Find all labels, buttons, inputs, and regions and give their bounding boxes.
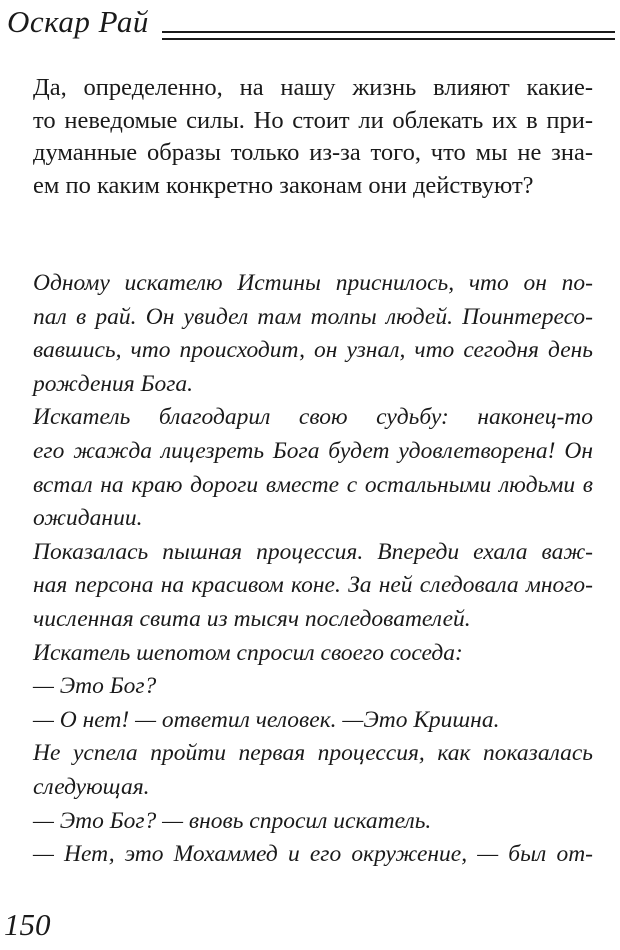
story-line: — Это Бог? — [33, 673, 157, 700]
story-line: Не успела пройти первая процессия, как показалась — [33, 740, 593, 767]
intro-line: Да, определенно, на нашу жизнь влияют какие- — [33, 74, 593, 101]
story-line: вавшись, что происходит, он узнал, что сегодня день — [33, 337, 593, 364]
story-line: Искатель благодарил свою судьбу: наконец-то — [33, 404, 593, 431]
story-line: пал в рай. Он увидел там толпы людей. Поинтересо- — [33, 303, 593, 330]
story-line: следующая. — [33, 773, 150, 800]
story-line: встал на краю дороги вместе с остальными людьми в — [33, 471, 593, 498]
parable-text — [33, 267, 593, 872]
header-rule-top — [162, 31, 615, 33]
story-line: рождения Бога. — [33, 370, 193, 397]
intro-line: ем по каким конкретно законам они действуют? — [33, 171, 534, 199]
intro-line: думанные образы только из-за того, что мы не зна- — [33, 139, 593, 167]
story-line: ная персона на красивом коне. За ней следовала много- — [33, 572, 593, 599]
story-line: — О нет! — ответил человек. —Это Кришна. — [33, 706, 500, 733]
running-header — [7, 2, 615, 42]
intro-line: то неведомые силы. Но стоит ли облекать их в при- — [33, 106, 593, 134]
story-line: Одному искателю Истины приснилось, что он по- — [33, 270, 593, 296]
story-line: — Это Бог? — вновь спросил искатель. — [33, 807, 432, 834]
author-name: Оскар Рай — [7, 4, 149, 39]
story-line: его жажда лицезреть Бога будет удовлетворена! Он — [33, 437, 593, 464]
story-line: — Нет, это Мохаммед и его окружение, — был от- — [33, 841, 593, 868]
story-line: Показалась пышная процессия. Впереди ехала важ- — [33, 538, 593, 565]
story-line: Искатель шепотом спросил своего соседа: — [33, 639, 463, 666]
intro-paragraph — [33, 72, 593, 202]
story-line: численная свита из тысяч последователей. — [33, 605, 471, 632]
page-number: 150 — [4, 907, 51, 942]
header-rule-bottom — [162, 38, 615, 40]
story-line: ожидании. — [33, 505, 143, 532]
